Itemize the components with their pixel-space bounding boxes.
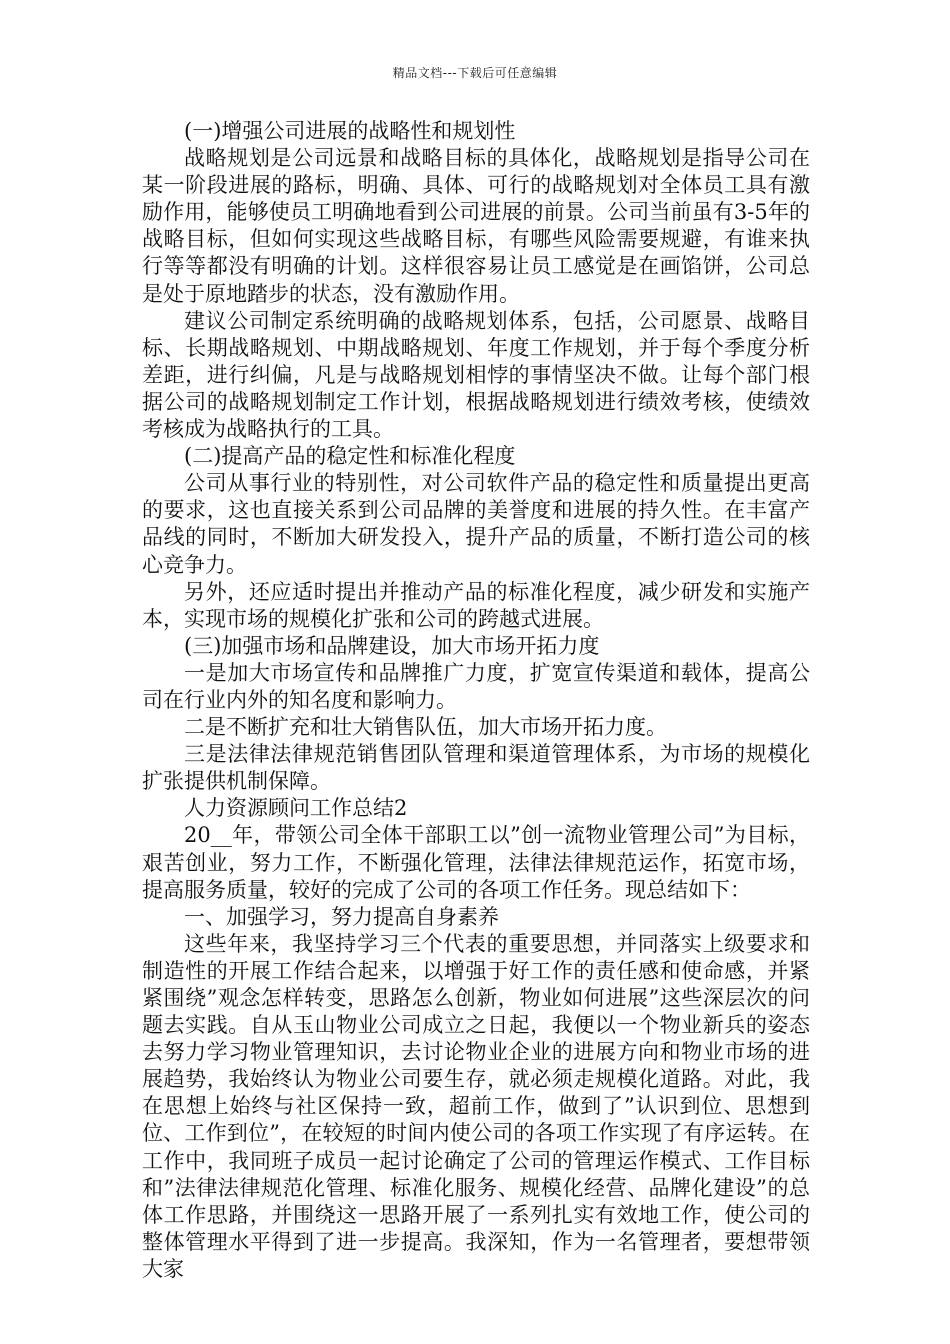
- paragraph: 公司从事行业的特别性，对公司软件产品的稳定性和质量提出更高的要求，这也直接关系到公司品牌的美誉度和进展的持久性。在丰富产品线的同时，不断加大研发投入，提升产品的质量，不断打造公司的核心竞争力。: [142, 471, 810, 577]
- section-heading-4: 一、加强学习，努力提高自身素养: [184, 904, 499, 929]
- section-heading-1: (一)增强公司进展的战略性和规划性: [184, 119, 516, 143]
- paragraph: 另外，还应适时提出并推动产品的标准化程度，减少研发和实施产本，实现市场的规模化扩张和公司的跨越式进展。: [142, 579, 810, 631]
- section-heading-3: (三)加强市场和品牌建设，加大市场开拓力度: [184, 633, 600, 658]
- document-title: 人力资源顾问工作总结2: [184, 796, 408, 821]
- document-body: [142, 118, 810, 1283]
- section-heading-2: (二)提高产品的稳定性和标准化程度: [184, 444, 516, 469]
- paragraph: 这些年来，我坚持学习三个代表的重要思想，并同落实上级要求和制造性的开展工作结合起来，以增强于好工作的责任感和使命感，并紧紧围绕”观念怎样转变，思路怎么创新，物业如何进展”这些深层次的问题去实践。自从玉山物业公司成立之日起，我便以一个物业新兵的姿态去努力学习物业管理知识，去讨论物业企业的进展方向和物业市场的进展趋势，我始终认为物业公司要生存，就必须走规模化道路。对此，我在思想上始终与社区保持一致，超前工作，做到了”认识到位、思想到位、工作到位”，在较短的时间内使公司的各项工作实现了有序运转。在工作中，我同班子成员一起讨论确定了公司的管理运作模式、工作目标和”法律法律规范化管理、标准化服务、规模化经营、品牌化建设”的总体工作思路，并围绕这一思路开展了一系列扎实有效地工作，使公司的整体管理水平得到了进一步提高。我深知，作为一名管理者，要想带领大家: [142, 931, 810, 1281]
- paragraph: 三是法律法律规范销售团队管理和渠道管理体系，为市场的规模化扩张提供机制保障。: [142, 742, 810, 794]
- paragraph: 20__年，带领公司全体干部职工以”创一流物业管理公司”为目标，艰苦创业，努力工作，不断强化管理，法律法律规范运作，拓宽市场，提高服务质量，较好的完成了公司的各项工作任务。现总结如下：: [142, 823, 810, 902]
- paragraph: 战略规划是公司远景和战略目标的具体化，战略规划是指导公司在某一阶段进展的路标，明确、具体、可行的战略规划对全体员工具有激励作用，能够使员工明确地看到公司进展的前景。公司当前虽有3-5年的战略目标，但如何实现这些战略目标，有哪些风险需要规避，有谁来执行等等都没有明确的计划。这样很容易让员工感觉是在画馅饼，公司总是处于原地踏步的状态，没有激励作用。: [142, 146, 810, 306]
- page-header: 精品文档---下载后可任意编辑: [392, 66, 558, 80]
- paragraph: 建议公司制定系统明确的战略规划体系，包括，公司愿景、战略目标、长期战略规划、中期战略规划、年度工作规划，并于每个季度分析差距，进行纠偏，凡是与战略规划相悖的事情坚决不做。让每个部门根据公司的战略规划制定工作计划，根据战略规划进行绩效考核，使绩效考核成为战略执行的工具。: [142, 308, 810, 442]
- paragraph: 二是不断扩充和壮大销售队伍，加大市场开拓力度。: [184, 715, 667, 740]
- paragraph: 一是加大市场宣传和品牌推广力度，扩宽宣传渠道和载体，提高公司在行业内外的知名度和影响力。: [142, 660, 810, 712]
